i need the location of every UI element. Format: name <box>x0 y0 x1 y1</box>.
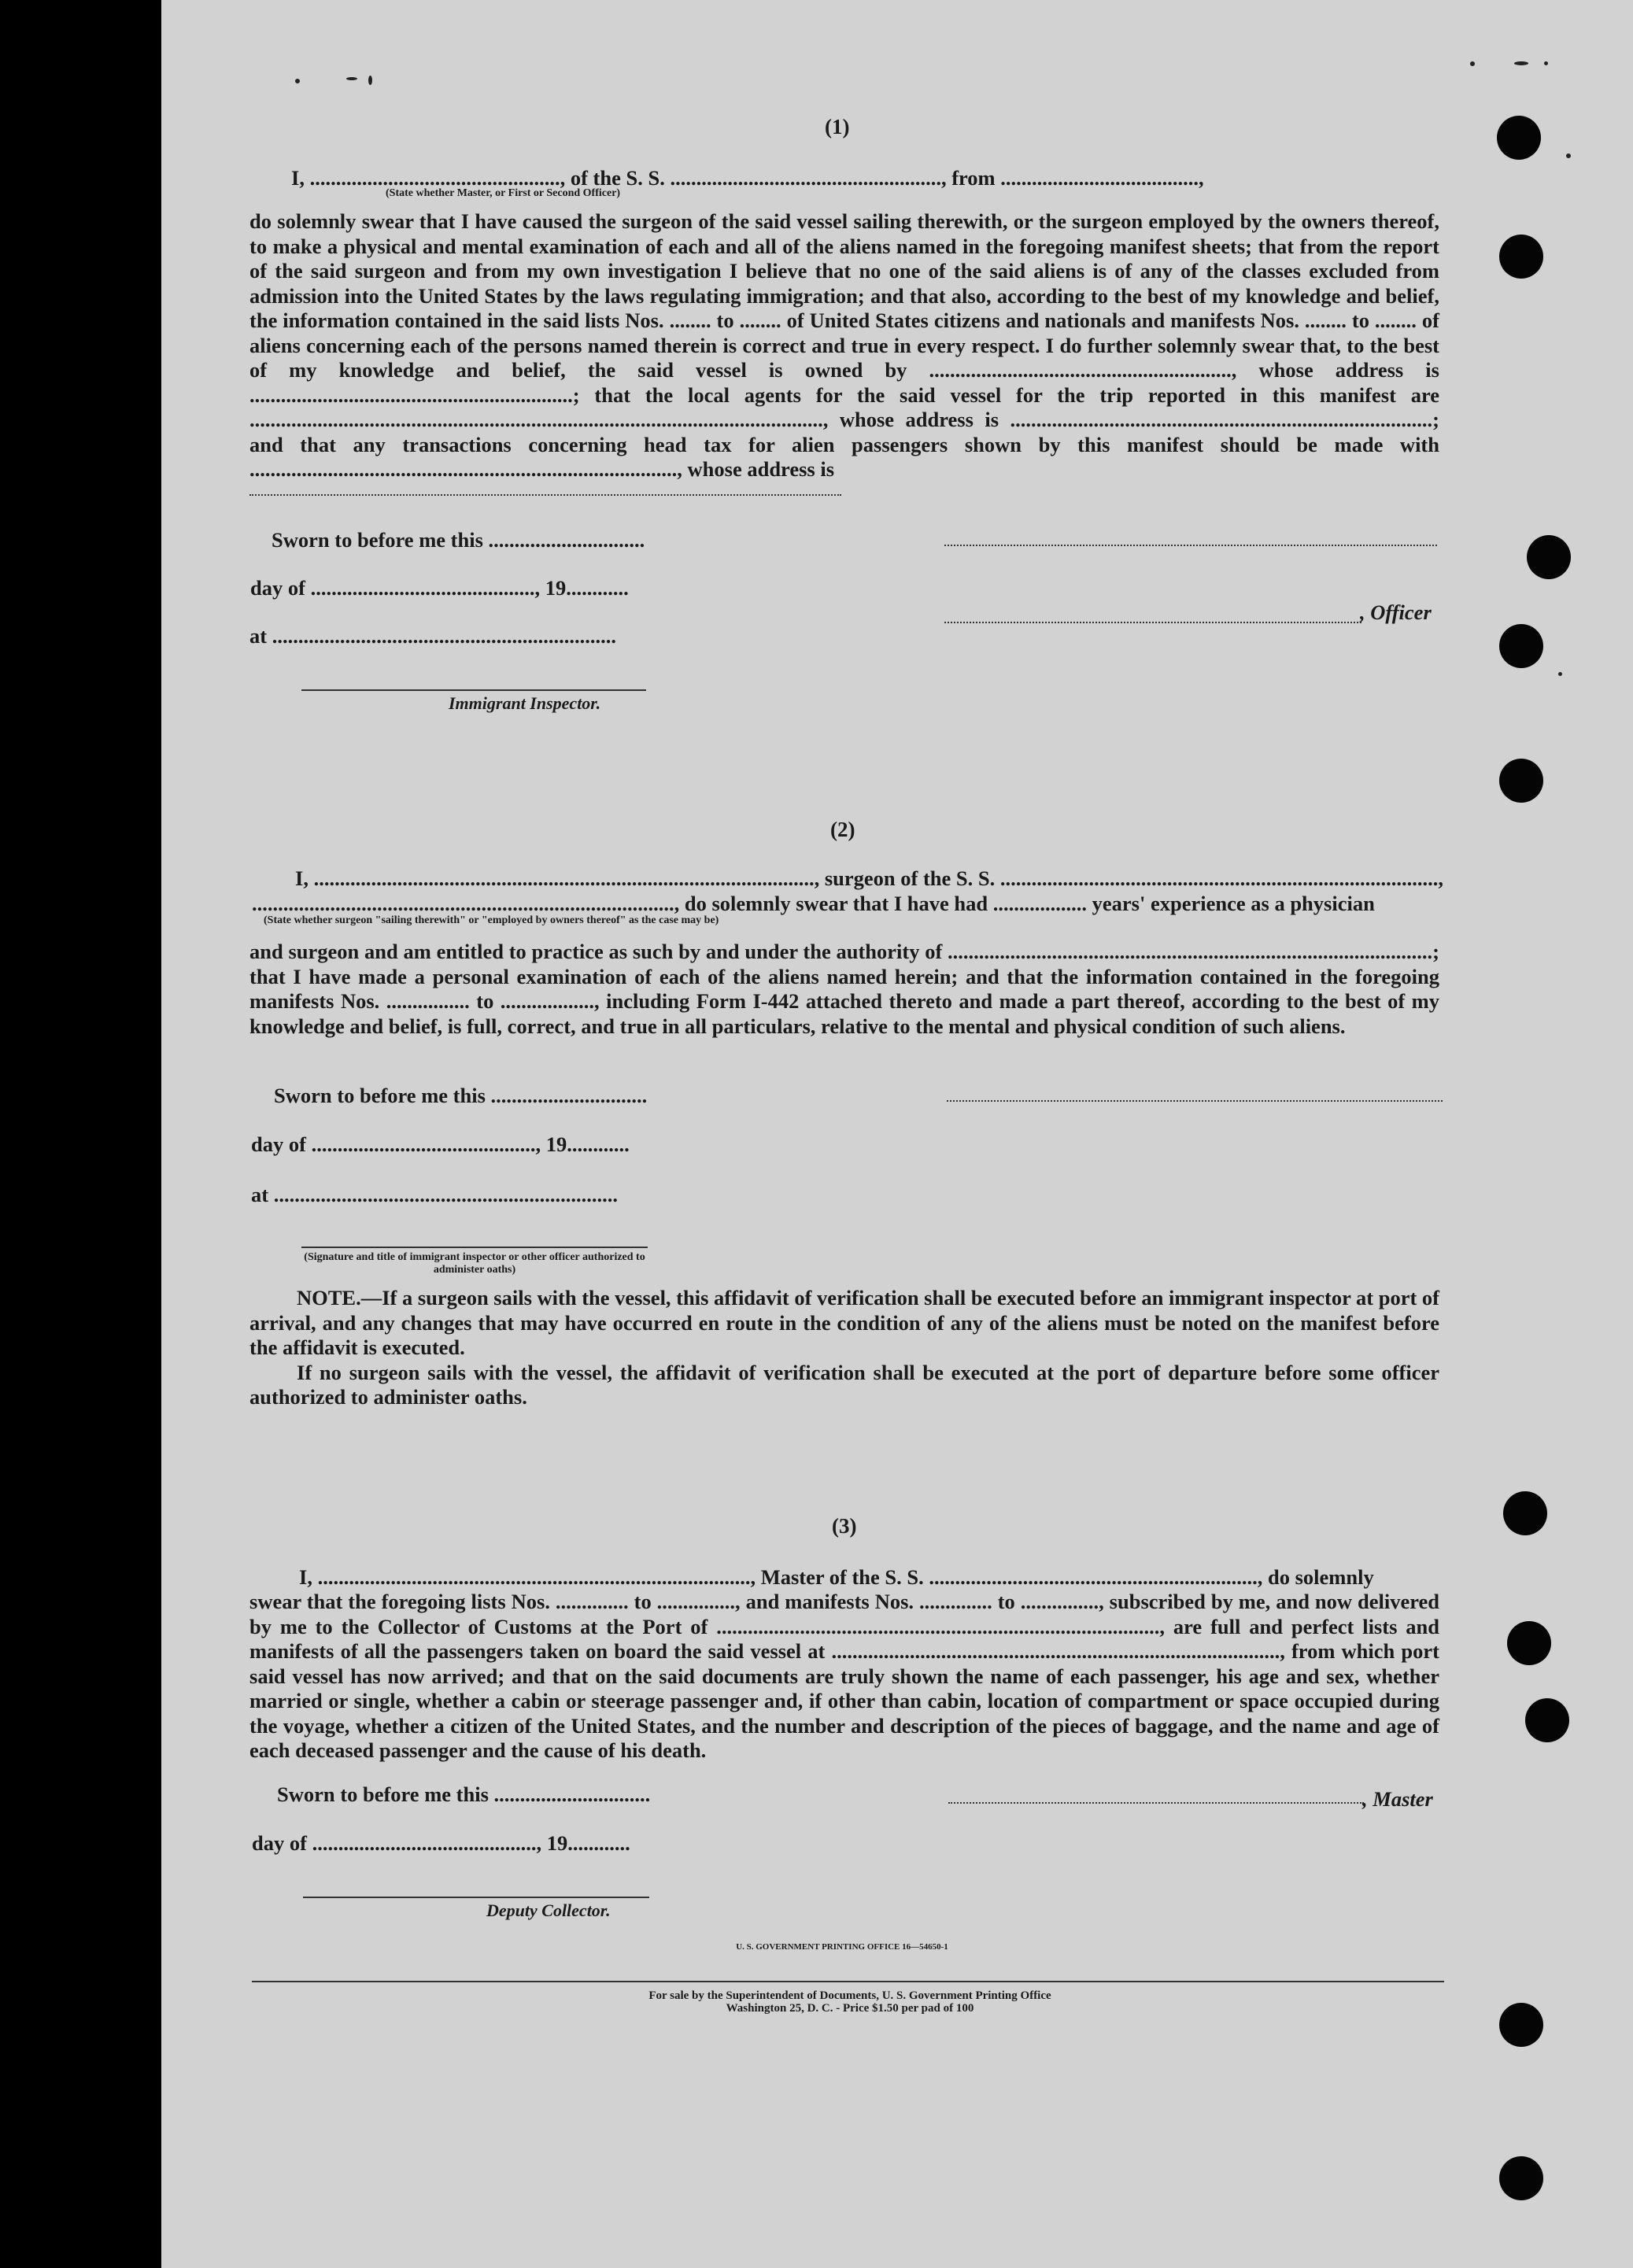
speck <box>1558 672 1562 676</box>
binder-hole <box>1499 624 1543 668</box>
speck <box>1470 61 1475 66</box>
section-1-opening: I, ................................................, of the S. S. ...................................................., from ......................................, <box>291 166 1204 190</box>
section-3-number: (3) <box>832 1514 857 1538</box>
surgeon-signature-line <box>947 1100 1443 1102</box>
day-line-3: day of ..........................................., 19............ <box>252 1831 630 1855</box>
witness-signature-note: (Signature and title of immigrant inspector or other officer authorized to administer oaths) <box>304 1251 645 1276</box>
section-2-note <box>249 1286 1439 1410</box>
sale-note-1: For sale by the Superintendent of Documents, U. S. Government Printing Office <box>648 1989 1051 2002</box>
speck <box>1514 61 1528 65</box>
binder-hole <box>1499 2156 1543 2200</box>
speck <box>1566 153 1571 158</box>
sworn-line-2: Sworn to before me this .............................. <box>274 1084 648 1107</box>
speck <box>1544 61 1548 65</box>
collector-label: Deputy Collector. <box>486 1900 611 1920</box>
sworn-line-3: Sworn to before me this .............................. <box>277 1782 651 1806</box>
speck <box>295 79 300 83</box>
section-1-body-text: do solemnly swear that I have caused the surgeon of the said vessel sailing therewith, or the surgeon employed by the owners thereof, to make a physical and mental examination of each and all of the aliens named in the foregoing manifest sheets; that from the report of the said surgeon and from my own investigation I believe that no one of the said aliens is of any of the classes excluded from admission into the United States by the laws regulating immigration; and that also, according to the best of my knowledge and belief, the information contained in the said lists Nos. ........ to ........ of United States citizens and nationals and manifests Nos. ........ to ........ of aliens concerning each of the persons named therein is correct and true in every respect. I do further solemnly swear that, to the best of my knowledge and belief, the said vessel is owned by .........................................................., whose address is ..............................................................; that the local agents for the said vessel for the trip reported in this manifest are .............................................................................................................., whose address is .................................................................................; and that any transactions concerning head tax for alien passengers shown by this manifest should be made with .................................................................................., whose address is <box>249 209 1439 481</box>
at-line-1: at .................................................................. <box>249 624 616 648</box>
binder-hole <box>1497 116 1541 160</box>
officer-signature-top-line <box>944 545 1437 546</box>
section-3-body-text: swear that the foregoing lists Nos. .............. to ..............., and manifests Nos. .............. to ..............., subscribed by me, and now delivered by me to the Collector of Customs at the Port of ....................................................................................., are full and perfect lists and manifests of all the passengers taken on board the said vessel at ......................................................................................, from which port said vessel has now arrived; and that on the said documents are truly shown the name of each passenger, his age and sex, whether married or single, whether a cabin or steerage passenger and, if other than cabin, location of compartment or space occupied during the voyage, whether a citizen of the United States, and the number and description of the pieces of baggage, and the name and age of each deceased passenger and the cause of his death. <box>249 1590 1439 1762</box>
sale-note-2: Washington 25, D. C. - Price $1.50 per pad of 100 <box>726 2002 974 2015</box>
section-2-body <box>249 940 1439 1039</box>
master-label: , Master <box>1362 1787 1433 1811</box>
master-note: (State whether Master, or First or Second Officer) <box>386 187 621 199</box>
inspector-label: Immigrant Inspector. <box>449 693 601 713</box>
section-1-body <box>249 209 1439 482</box>
binder-hole <box>1499 235 1543 279</box>
master-signature-line <box>948 1802 1364 1804</box>
section-2-number: (2) <box>830 818 855 841</box>
at-line-2: at .................................................................. <box>251 1183 618 1206</box>
speck <box>346 77 357 80</box>
gpo-imprint: U. S. GOVERNMENT PRINTING OFFICE 16—54650-1 <box>736 1942 948 1952</box>
binder-hole <box>1499 759 1543 803</box>
day-line-1: day of ..........................................., 19............ <box>250 576 629 600</box>
section-2-body-text: and surgeon and am entitled to practice as such by and under the authority of .............................................................................................; that I have made a personal examination of each of the aliens named herein; and that the information contained in the foregoing manifests Nos. ................ to .................., including Form I-442 attached thereto and made a part thereof, according to the best of my knowledge and belief, is full, correct, and true in all particulars, relative to the mental and physical condition of such aliens. <box>249 940 1439 1038</box>
note-paragraph-2: If no surgeon sails with the vessel, the affidavit of verification shall be executed at the port of departure before some officer authorized to administer oaths. <box>249 1360 1439 1409</box>
binder-hole <box>1503 1491 1547 1535</box>
sworn-line-1: Sworn to before me this .............................. <box>272 528 645 552</box>
section-3-opening: I, ..................................................................................., Master of the S. S. ..............................................................., do solemnly <box>299 1565 1374 1589</box>
note-paragraph: NOTE.—If a surgeon sails with the vessel, this affidavit of verification shall be executed before an immigrant inspector at port of arrival, and any changes that may have occurred en route in the condition of any of the aliens must be noted on the manifest before the affidavit is executed. <box>249 1286 1440 1359</box>
day-line-2: day of ..........................................., 19............ <box>251 1132 630 1156</box>
binder-hole <box>1507 1621 1551 1665</box>
footer-rule <box>252 1981 1444 1982</box>
surgeon-note: (State whether surgeon "sailing therewith" or "employed by owners thereof" as the case may be) <box>264 914 719 926</box>
address-line <box>249 494 841 496</box>
officer-label: , Officer <box>1360 600 1432 624</box>
section-3-body <box>249 1590 1439 1764</box>
officer-signature-line <box>944 622 1361 623</box>
section-2-opening: I, ................................................................................................, surgeon of the S. S. ...................................................................................., <box>295 866 1444 890</box>
binder-hole <box>1499 2003 1543 2047</box>
witness-signature-line <box>301 1247 648 1248</box>
binder-hole <box>1525 1698 1569 1742</box>
binder-hole <box>1527 535 1571 579</box>
section-2-line2: ................................................................................., do solemnly swear that I have had .................. years' experience as a physician <box>252 892 1375 915</box>
speck <box>368 76 372 85</box>
section-1-number: (1) <box>825 115 850 139</box>
